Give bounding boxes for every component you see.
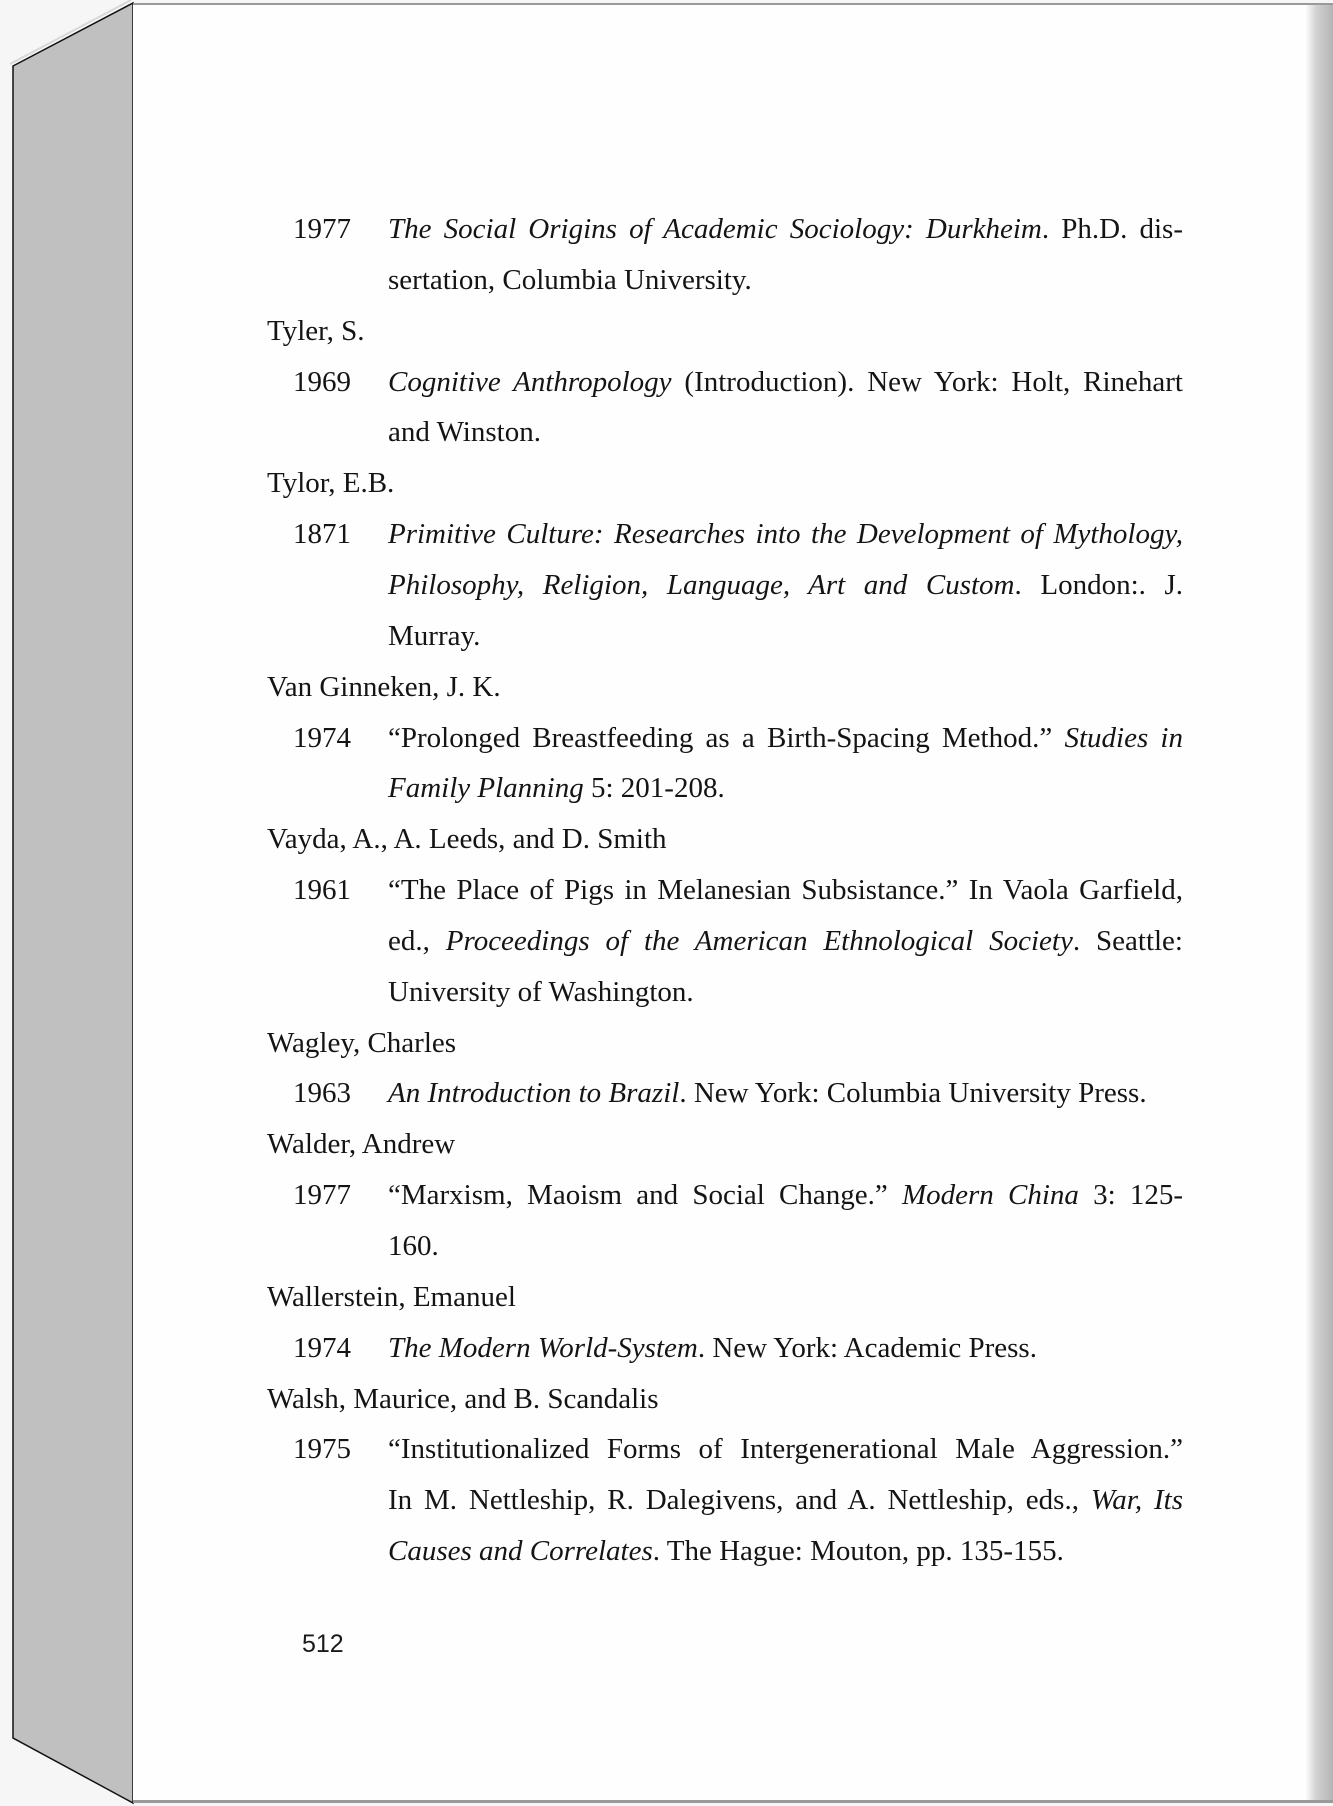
entry-year: 1975: [293, 1433, 351, 1466]
entry-year: 1871: [293, 518, 351, 551]
entry-author: Vayda, A., A. Leeds, and D. Smith: [267, 823, 667, 856]
text-segment: . Ph.D. dis-: [1041, 213, 1183, 245]
text-segment: and Winston.: [388, 416, 541, 449]
book-spine: [0, 0, 140, 1806]
page-edge-shadow: [1305, 5, 1333, 1800]
italic-title: The Modern World-System: [388, 1331, 698, 1364]
entry-year: 1963: [293, 1077, 351, 1110]
italic-title: Proceedings of the American Ethnological Society: [445, 924, 1073, 957]
entry-text-line: [388, 516, 1183, 552]
entry-year: 1961: [293, 874, 351, 907]
book-page: [133, 3, 1333, 1803]
text-segment: University of Washington.: [388, 975, 694, 1008]
italic-title: The Social Origins of Academic Sociology: Durkheim: [388, 213, 1042, 245]
page-number: 512: [302, 1630, 344, 1658]
italic-title: Philosophy, Religion, Language, Art and Custom: [388, 568, 1015, 601]
text-segment: Murray.: [388, 619, 481, 652]
italic-title: Family Planning: [388, 772, 584, 805]
entry-year: 1977: [293, 1179, 351, 1212]
entry-text-line: [388, 414, 1183, 450]
entry-text-line: [388, 770, 1183, 806]
text-segment: 3: 125-: [1078, 1179, 1184, 1212]
entry-text-line: [388, 1330, 1183, 1366]
italic-title: An Introduction to Brazil: [388, 1077, 680, 1110]
entry-text-line: [388, 364, 1183, 400]
italic-title: Causes and Correlates: [388, 1535, 653, 1568]
text-segment: In M. Nettleship, R. Dalegivens, and A. Nettleship, eds.,: [388, 1484, 1091, 1517]
entry-author: Wallerstein, Emanuel: [267, 1280, 516, 1313]
italic-title: Primitive Culture: Researches into the Development of Mythology,: [388, 518, 1183, 551]
entry-author: Tyler, S.: [267, 314, 365, 347]
entry-author: Tylor, E.B.: [267, 467, 395, 500]
text-segment: (Introduction). New York: Holt, Rinehart: [671, 365, 1183, 398]
entry-year: 1969: [293, 365, 351, 398]
text-segment: ed.,: [388, 924, 446, 957]
entry-text-line: [388, 1075, 1183, 1111]
entry-author: Van Ginneken, J. K.: [267, 670, 501, 703]
entry-text-line: [388, 1228, 1183, 1264]
text-segment: . New York: Columbia University Press.: [679, 1077, 1147, 1110]
text-segment: “Prolonged Breastfeeding as a Birth-Spacing Method.”: [388, 721, 1065, 754]
entry-year: 1974: [293, 721, 351, 754]
text-segment: “The Place of Pigs in Melanesian Subsistance.” In Vaola Garfield,: [388, 874, 1183, 907]
entry-author: Walsh, Maurice, and B. Scandalis: [267, 1382, 659, 1415]
entry-text-line: [388, 720, 1183, 756]
text-segment: 5: 201-208.: [583, 772, 725, 805]
entry-text-line: [388, 872, 1183, 908]
entry-author: Walder, Andrew: [267, 1128, 456, 1161]
entry-text-line: [388, 1482, 1183, 1518]
text-segment: sertation, Columbia University.: [388, 263, 752, 296]
italic-title: War, Its: [1090, 1484, 1183, 1517]
entry-text-line: [388, 974, 1183, 1010]
text-segment: 160.: [388, 1230, 439, 1262]
italic-title: Modern China: [901, 1179, 1079, 1212]
entry-author: Wagley, Charles: [267, 1026, 457, 1059]
italic-title: Studies in: [1064, 721, 1183, 754]
entry-text-line: [388, 923, 1183, 959]
text-segment: . London:. J.: [1014, 568, 1184, 601]
text-segment: . Seattle:: [1072, 924, 1183, 957]
text-segment: . The Hague: Mouton, pp. 135-155.: [652, 1535, 1064, 1568]
entry-text-line: [388, 1177, 1183, 1213]
italic-title: Cognitive Anthropology: [388, 365, 672, 398]
entry-year: 1977: [293, 213, 351, 245]
text-segment: “Institutionalized Forms of Intergenerational Male Aggression.”: [388, 1433, 1183, 1466]
entry-text-line: [388, 1533, 1183, 1569]
entry-year: 1974: [293, 1331, 351, 1364]
entry-text-line: [388, 567, 1183, 603]
text-segment: . New York: Academic Press.: [697, 1331, 1037, 1364]
entry-text-line: [388, 618, 1183, 654]
entry-text-line: [388, 1431, 1183, 1467]
entry-text-line: [388, 262, 1183, 298]
text-segment: “Marxism, Maoism and Social Change.”: [388, 1179, 902, 1212]
entry-text-line: [388, 211, 1183, 247]
